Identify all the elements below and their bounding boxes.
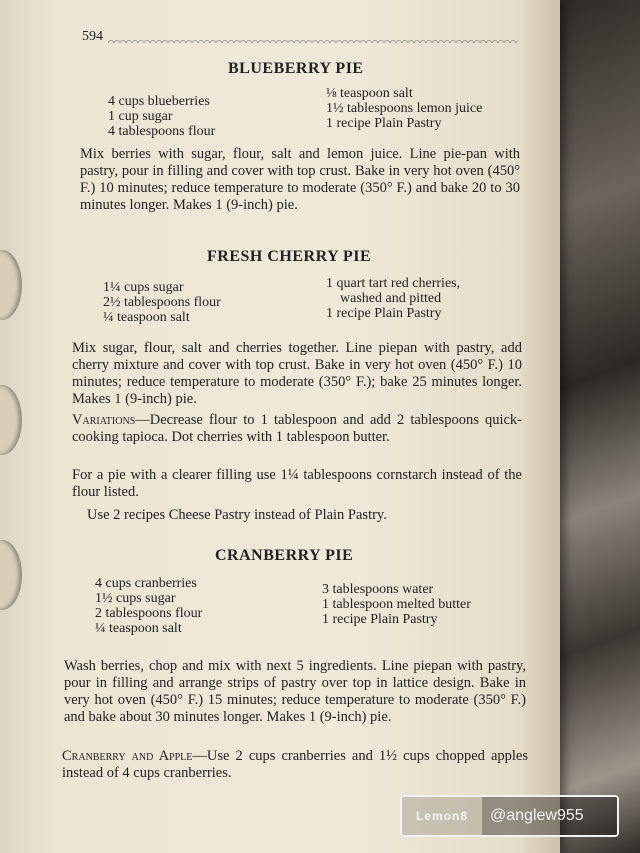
method-cranberry: Wash berries, chop and mix with next 5 ingredients. Line piepan with pastry, pour in filling and arrange strips of pastry over top in lattice design. Bake in very hot oven (450° F.) 15 minutes; reduce temperature to moderate (350° F.) and bake about 30 minutes longer. Makes 1 (9-inch) pie.	[64, 658, 526, 725]
cherry-note-cheese-pastry: Use 2 recipes Cheese Pastry instead of Plain Pastry.	[87, 507, 387, 523]
ingredient: 2½ tablespoons flour	[103, 295, 221, 310]
method-blueberry: Mix berries with sugar, flour, salt and lemon juice. Line pie-pan with pastry, pour in filling and cover with top crust. Bake in very hot oven (450° F.) 10 minutes; reduce temperature to moderate (350° F.) and bake 20 to 30 minutes longer. Makes 1 (9-inch) pie.	[80, 146, 520, 213]
recipe-title-cranberry: CRANBERRY PIE	[215, 547, 354, 564]
ingredient: 1 recipe Plain Pastry	[326, 306, 442, 321]
variations-label: Variations	[72, 412, 136, 428]
ingredient: 4 cups blueberries	[108, 94, 210, 109]
ingredient: 1 recipe Plain Pastry	[326, 116, 442, 131]
ingredient: ¼ teaspoon salt	[95, 621, 182, 636]
ingredients-left-blueberry	[108, 94, 215, 139]
watermark-handle: @anglew955	[482, 797, 617, 835]
variation-text: —Use 2 cups cranberries and 1½ cups chopped apples instead of 4 cups cranberries.	[62, 748, 528, 781]
recipe-title-blueberry: BLUEBERRY PIE	[228, 60, 364, 77]
ingredients-right-cranberry	[322, 582, 471, 627]
ingredient: 1 recipe Plain Pastry	[322, 612, 438, 627]
ingredient: 2 tablespoons flour	[95, 606, 203, 621]
watermark	[400, 795, 619, 837]
method-cherry: Mix sugar, flour, salt and cherries together. Line piepan with pastry, add cherry mixture and cover with top crust. Bake in very hot oven (450° F.) 10 minutes; reduce temperature to moderate (350° F.); bake 25 minutes longer. Makes 1 (9-inch) pie.	[72, 340, 522, 407]
ingredient: 1¼ cups sugar	[103, 280, 184, 295]
ingredient: 1 tablespoon melted butter	[322, 597, 471, 612]
ingredient: ¼ teaspoon salt	[103, 310, 190, 325]
ingredient: 4 tablespoons flour	[108, 124, 216, 139]
ingredient: 1 cup sugar	[108, 109, 173, 124]
variations-cherry	[72, 412, 522, 446]
thumb-index-tab	[0, 250, 22, 320]
variations-text: —Decrease flour to 1 tablespoon and add 2 tablespoons quick-cooking tapioca. Dot cherries with 1 tablespoon butter.	[72, 412, 522, 445]
ingredient: 1 quart tart red cherries,	[326, 276, 461, 291]
variation-cranberry-apple	[62, 748, 528, 782]
page-number: 594	[82, 29, 103, 44]
lemon8-logo: Lemon8	[415, 809, 468, 823]
cherry-note-cornstarch: For a pie with a clearer filling use 1¼ tablespoons cornstarch instead of the flour listed.	[72, 467, 522, 500]
ingredient: 4 cups cranberries	[95, 576, 197, 591]
ingredients-right-blueberry	[326, 86, 482, 131]
ingredient: washed and pitted	[340, 291, 442, 306]
wavy-rule	[108, 37, 518, 43]
variation-label: Cranberry and Apple	[62, 748, 193, 764]
ingredients-left-cranberry	[95, 576, 202, 636]
ingredient: 1½ cups sugar	[95, 591, 176, 606]
ingredients-right-cherry	[326, 276, 460, 321]
ingredients-left-cherry	[103, 280, 221, 325]
ingredient: ⅛ teaspoon salt	[326, 86, 413, 101]
ingredient: 3 tablespoons water	[322, 582, 434, 597]
recipe-title-cherry: FRESH CHERRY PIE	[207, 248, 372, 265]
thumb-index-tab	[0, 540, 22, 610]
ingredient: 1½ tablespoons lemon juice	[326, 101, 483, 116]
thumb-index-tab	[0, 385, 22, 455]
